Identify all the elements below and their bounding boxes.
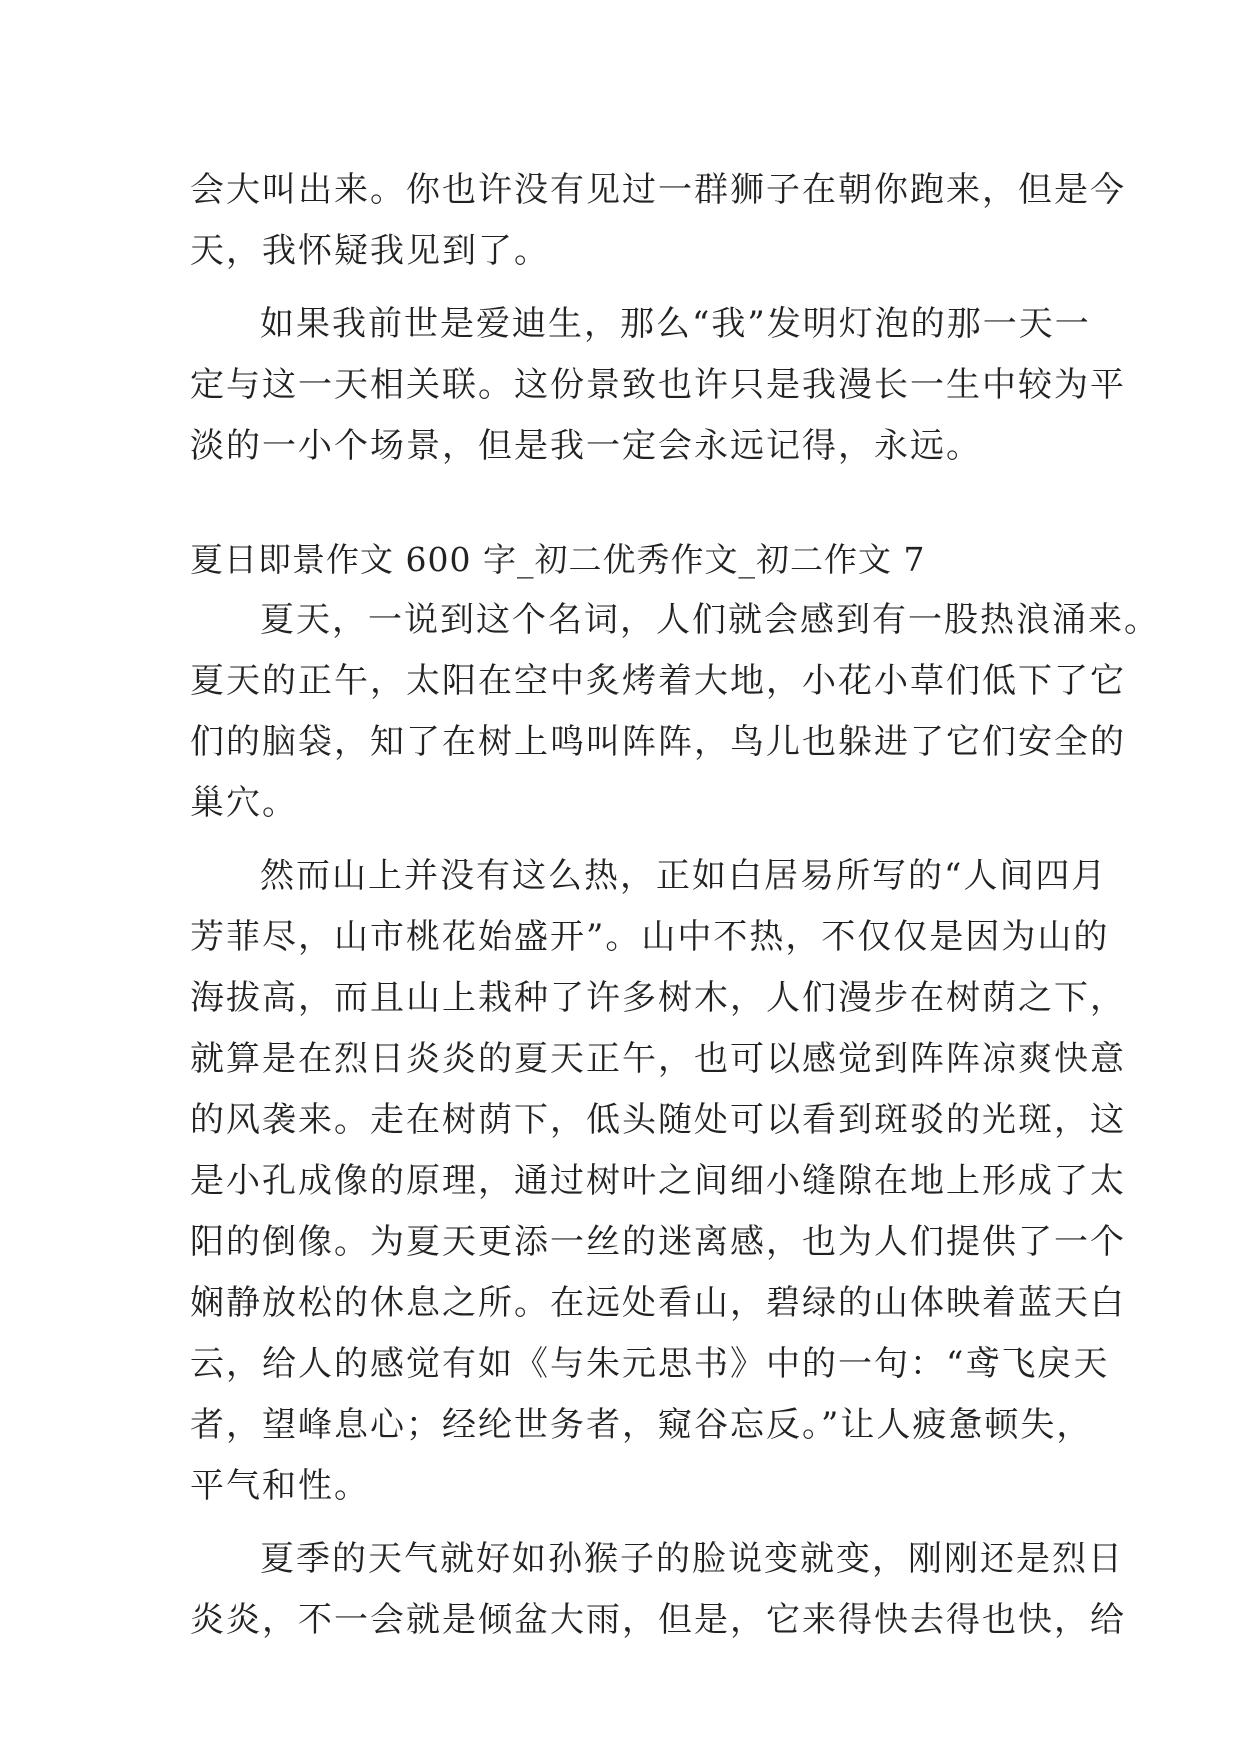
text-line: 海拔高，而且山上栽种了许多树木，人们漫步在树荫之下， [190, 978, 1126, 1018]
text-line: 然而山上并没有这么热，正如白居易所写的“人间四月 [260, 856, 1108, 896]
paragraph [190, 846, 1126, 1517]
text-line: 会大叫出来。你也许没有见过一群狮子在朝你跑来，但是今 [190, 170, 1126, 210]
text-line: 云，给人的感觉有如《与朱元思书》中的一句：“鸢飞戾天 [190, 1344, 1110, 1384]
text-line: 定与这一天相关联。这份景致也许只是我漫长一生中较为平 [190, 365, 1126, 405]
text-line: 平气和性。 [190, 1466, 370, 1506]
text-line: 的风袭来。走在树荫下，低头随处可以看到斑驳的光斑，这 [190, 1100, 1126, 1140]
paragraph [190, 590, 1160, 834]
essay-heading: 夏日即景作文 600 字_初二优秀作文_初二作文 7 [190, 540, 926, 579]
text-line: 阳的倒像。为夏天更添一丝的迷离感，也为人们提供了一个 [190, 1222, 1126, 1262]
text-line: 者，望峰息心；经纶世务者，窥谷忘反。”让人疲惫顿失， [190, 1405, 1093, 1445]
text-line: 巢穴。 [190, 783, 298, 823]
text-line: 们的脑袋，知了在树上鸣叫阵阵，鸟儿也躲进了它们安全的 [190, 722, 1126, 762]
text-line: 炎炎，不一会就是倾盆大雨，但是，它来得快去得也快，给 [190, 1600, 1126, 1640]
text-line: 淡的一小个场景，但是我一定会永远记得，永远。 [190, 426, 982, 466]
text-line: 夏天，一说到这个名词，人们就会感到有一股热浪涌来。 [260, 600, 1160, 640]
text-line: 就算是在烈日炎炎的夏天正午，也可以感觉到阵阵凉爽快意 [190, 1039, 1126, 1079]
text-line: 是小孔成像的原理，通过树叶之间细小缝隙在地上形成了太 [190, 1161, 1126, 1201]
text-line: 夏天的正午，太阳在空中炙烤着大地，小花小草们低下了它 [190, 661, 1126, 701]
paragraph [190, 1529, 1126, 1651]
paragraph [190, 160, 1126, 282]
document-body [190, 160, 1160, 1651]
text-line: 娴静放松的休息之所。在远处看山，碧绿的山体映着蓝天白 [190, 1283, 1126, 1323]
paragraph [190, 294, 1126, 477]
text-line: 芳菲尽，山市桃花始盛开”。山中不热，不仅仅是因为山的 [190, 917, 1110, 957]
text-line: 夏季的天气就好如孙猴子的脸说变就变，刚刚还是烈日 [260, 1539, 1124, 1579]
text-line: 如果我前世是爱迪生，那么“我”发明灯泡的那一天一 [260, 304, 1091, 344]
text-line: 天，我怀疑我见到了。 [190, 231, 550, 271]
